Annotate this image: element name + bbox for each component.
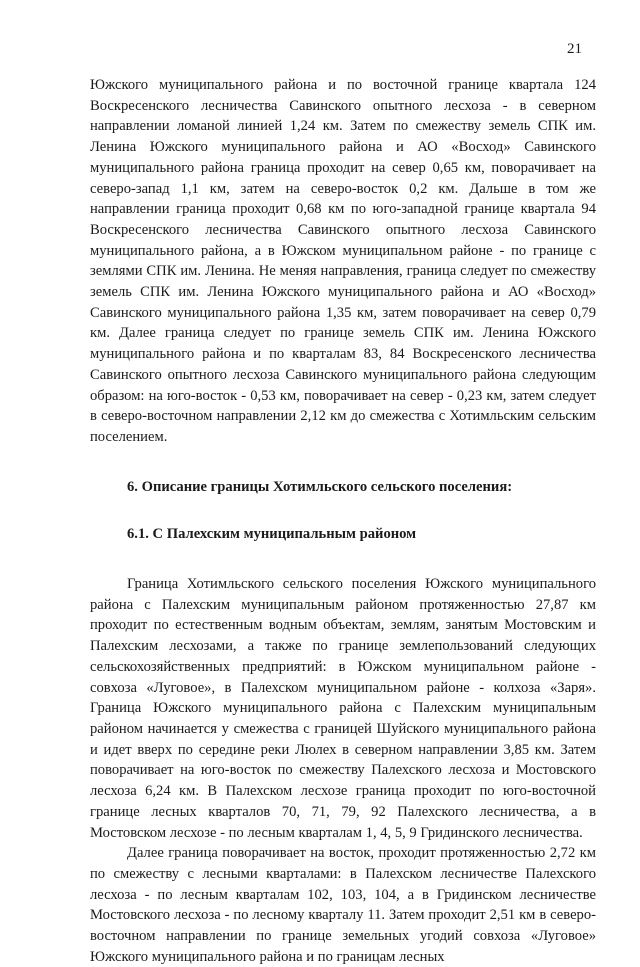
spacer (90, 497, 596, 524)
body-paragraph-continuation: Южского муниципального района и по восточной границе квартала 124 Воскресенского лесничества Савинского опытного лесхоза - в северном направлении ломаной линией 1,24 км. Затем по смежеству земель СПК им. Ленина Южского муниципального района и АО «Восход» Савинского муниципального района граница проходит на север 0,65 км, поворачивает на северо-запад 1,1 км, затем на северо-восток 0,2 км. Дальше в том же направлении граница проходит 0,68 км по юго-западной границе квартала 94 Воскресенского лесничества Савинского опытного лесхоза Савинского муниципального района, а в Южском муниципальном районе - по границе с землями СПК им. Ленина. Не меняя направления, граница следует по смежеству земель СПК им. Ленина Южского муниципального района и АО «Восход» Савинского муниципального района 1,35 км, затем поворачивает на север 0,79 км. Далее граница следует по границе земель СПК им. Ленина Южского муниципального района и по кварталам 83, 84 Воскресенского лесничества Савинского опытного лесхоза Савинского муниципального района следующим образом: на юго-восток - 0,53 км, поворачивает на север - 0,23 км, затем следует в северо-восточном направлении 2,12 км до смежества с Хотимльским сельским поселением. (90, 77, 596, 445)
document-body (90, 75, 596, 967)
subsection-heading: 6.1. С Палехским муниципальным районом (127, 526, 417, 543)
page-number: 21 (567, 41, 582, 57)
section-heading: 6. Описание границы Хотимльского сельского поселения: (127, 478, 513, 495)
body-paragraph: Далее граница поворачивает на восток, проходит протяженностью 2,72 км по смежеству с лесными кварталами: в Палехском лесничестве Палехского лесхоза - по лесным кварталам 102, 103, 104, а в Гридинском лесничестве Мостовского лесхоза - по лесному кварталу 11. Затем проходит 2,51 км в северо-восточном направлении по границе земельных угодий совхоза «Луговое» Южского муниципального района и по границам лесных (90, 845, 596, 965)
spacer (90, 448, 596, 477)
body-paragraph: Граница Хотимльского сельского поселения Южского муниципального района с Палехским муниципальным районом протяженностью 27,87 км проходит по естественным водным объектам, землям, занятым Мостовским и Палехским лесхозами, а также по границе землепользований следующих сельскохозяйственных предприятий: в Южском муниципальном районе - совхоза «Луговое», в Палехском муниципальном районе - колхоза «Заря». Граница Южского муниципального района с Палехским муниципальным районом начинается у смежества с границей Шуйского муниципального района и идет вверх по середине реки Люлех в северном направлении 3,85 км. Затем поворачивает на юго-восток по смежеству Палехского лесхоза и Мостовского лесхоза 6,24 км. В Палехском лесхозе граница проходит по юго-восточной границе лесных кварталов 70, 71, 79, 92 Палехского лесничества, а в Мостовском лесхозе - по лесным кварталам 1, 4, 5, 9 Гридинского лесничества. (90, 576, 596, 841)
spacer (90, 545, 596, 574)
